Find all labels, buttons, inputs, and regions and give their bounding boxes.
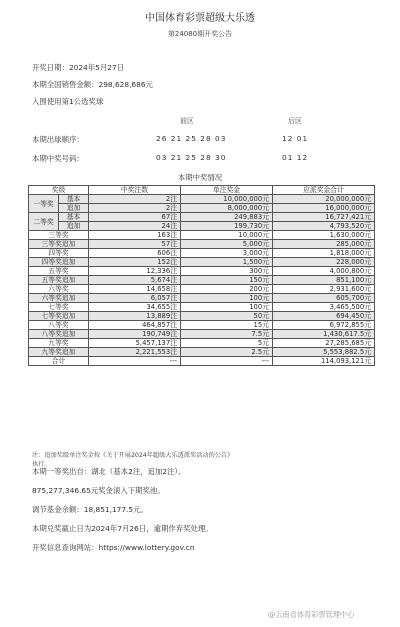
adjust-fund: 调节基金余额：18,851,177.5元。 — [32, 505, 148, 514]
table-row — [29, 294, 375, 303]
cell-prize: 100元 — [181, 294, 273, 303]
cell-level: 九等奖追加 — [29, 348, 89, 357]
table-header-row — [29, 186, 375, 195]
table-row — [29, 330, 375, 339]
sorted-label: 本期中奖号码： — [32, 154, 84, 163]
order-label: 本期出球顺序： — [32, 135, 84, 144]
page-subtitle: 第24080期开奖公告 — [167, 30, 233, 38]
sales-amount: 本期全国销售金额：298,628,686元 — [32, 80, 153, 89]
cell-prize: 3,000元 — [181, 249, 273, 258]
cell-prize: 10,000,000元 — [181, 195, 273, 204]
table-row — [29, 231, 375, 240]
sorted-back-numbers: 01 12 — [282, 153, 309, 162]
cell-prize: 200元 — [181, 285, 273, 294]
cell-level: 三等奖追加 — [29, 240, 89, 249]
cell-sublevel: 基本 — [59, 213, 89, 222]
header-count: 中奖注数 — [89, 186, 181, 195]
table-row — [29, 267, 375, 276]
cell-level: 八等奖 — [29, 321, 89, 330]
cell-level: 八等奖追加 — [29, 330, 89, 339]
cell-prize: 8,000,000元 — [181, 204, 273, 213]
winners-region: 本期一等奖出自：湖北（基本2注，追加2注）。 — [32, 467, 186, 476]
cell-prize: 50元 — [181, 312, 273, 321]
cell-level: 一等奖 — [29, 195, 59, 213]
cell-total: 1,630,000元 — [273, 231, 375, 240]
cell-prize: 5元 — [181, 339, 273, 348]
order-front-numbers: 26 21 25 28 03 — [156, 134, 227, 143]
cell-count: 5,457,137注 — [89, 339, 181, 348]
cell-count: 24注 — [89, 222, 181, 231]
cell-total: 285,000元 — [273, 240, 375, 249]
cell-total: 5,553,882.5元 — [273, 348, 375, 357]
page-title: 中国体育彩票超级大乐透 — [145, 13, 255, 24]
table-row — [29, 348, 375, 357]
cell-sublevel: 追加 — [59, 204, 89, 213]
order-back-numbers: 12 01 — [282, 134, 309, 143]
table-row — [29, 195, 375, 204]
table-row — [29, 321, 375, 330]
note-line-2: 执行。 — [32, 461, 51, 468]
claim-deadline: 本期兑奖截止日为2024年7月26日，逾期作弃奖处理。 — [32, 524, 213, 533]
header-prize: 单注奖金 — [181, 186, 273, 195]
cell-prize: 150元 — [181, 276, 273, 285]
table-row — [29, 258, 375, 267]
prize-section-title: 本期中奖情况 — [177, 173, 223, 182]
cell-count: --- — [89, 357, 181, 366]
cell-level: 九等奖 — [29, 339, 89, 348]
cell-total: 3,465,500元 — [273, 303, 375, 312]
cell-total: 16,000,000元 — [273, 204, 375, 213]
cell-count: 152注 — [89, 258, 181, 267]
cell-prize: 300元 — [181, 267, 273, 276]
table-row — [29, 213, 375, 222]
table-row — [29, 222, 375, 231]
website-info: 开奖信息查询网站：https://www.lottery.gov.cn — [32, 543, 195, 552]
cell-total: 694,450元 — [273, 312, 375, 321]
cell-count: 464,857注 — [89, 321, 181, 330]
cell-count: 14,658注 — [89, 285, 181, 294]
cell-count: 57注 — [89, 240, 181, 249]
front-zone-label: 前区 — [180, 117, 194, 125]
sorted-front-numbers: 03 21 25 28 30 — [156, 153, 227, 162]
cell-level: 七等奖 — [29, 303, 89, 312]
cell-prize: 5,000元 — [181, 240, 273, 249]
cell-level: 二等奖 — [29, 213, 59, 231]
table-row — [29, 240, 375, 249]
cell-count: 2注 — [89, 195, 181, 204]
cell-level: 合计 — [29, 357, 89, 366]
cell-sublevel: 基本 — [59, 195, 89, 204]
cell-total: 851,100元 — [273, 276, 375, 285]
cell-total: 20,000,000元 — [273, 195, 375, 204]
table-row — [29, 276, 375, 285]
cell-total: 1,430,617.5元 — [273, 330, 375, 339]
cell-count: 6,057注 — [89, 294, 181, 303]
cell-count: 34,655注 — [89, 303, 181, 312]
cell-total: 2,931,600元 — [273, 285, 375, 294]
cell-count: 163注 — [89, 231, 181, 240]
header-level: 奖级 — [29, 186, 89, 195]
cell-count: 606注 — [89, 249, 181, 258]
cell-prize: 15元 — [181, 321, 273, 330]
header-total: 应派奖金合计 — [273, 186, 375, 195]
cell-prize: 7.5元 — [181, 330, 273, 339]
table-row — [29, 285, 375, 294]
cell-prize: 100元 — [181, 303, 273, 312]
cell-total: 4,793,520元 — [273, 222, 375, 231]
cell-total: 228,000元 — [273, 258, 375, 267]
draw-date: 开奖日期：2024年5月27日 — [32, 63, 125, 72]
cell-total: 27,285,685元 — [273, 339, 375, 348]
cell-level: 四等奖 — [29, 249, 89, 258]
cell-level: 七等奖追加 — [29, 312, 89, 321]
cell-count: 190,749注 — [89, 330, 181, 339]
cell-count: 2,221,553注 — [89, 348, 181, 357]
cell-prize: 10,000元 — [181, 231, 273, 240]
table-row — [29, 357, 375, 366]
cell-prize: 199,730元 — [181, 222, 273, 231]
cell-total: 1,818,000元 — [273, 249, 375, 258]
cell-level: 五等奖追加 — [29, 276, 89, 285]
cell-count: 67注 — [89, 213, 181, 222]
cell-level: 六等奖 — [29, 285, 89, 294]
cell-count: 2注 — [89, 204, 181, 213]
cell-count: 13,889注 — [89, 312, 181, 321]
cell-total: 16,727,421元 — [273, 213, 375, 222]
cell-count: 5,674注 — [89, 276, 181, 285]
table-row — [29, 312, 375, 321]
cell-prize: 1,500元 — [181, 258, 273, 267]
pool-note: 入围使用第1公选奖球 — [32, 97, 104, 106]
cell-level: 四等奖追加 — [29, 258, 89, 267]
note-line-1: 注：追加奖级单注奖金按《关于开展2024年超级大乐透派奖活动的公告》 — [32, 452, 234, 459]
table-row — [29, 249, 375, 258]
cell-level: 三等奖 — [29, 231, 89, 240]
table-row — [29, 303, 375, 312]
prize-table — [28, 185, 375, 366]
watermark: @云南省体育彩票管理中心 — [268, 610, 355, 619]
prize-table-body — [29, 195, 375, 366]
rollover-amount: 875,277,346.65元奖金滚入下期奖池。 — [32, 486, 165, 495]
cell-total: 605,700元 — [273, 294, 375, 303]
cell-total: 4,000,800元 — [273, 267, 375, 276]
cell-count: 12,336注 — [89, 267, 181, 276]
cell-total: 114,093,121元 — [273, 357, 375, 366]
cell-prize: --- — [181, 357, 273, 366]
cell-prize: 2.5元 — [181, 348, 273, 357]
table-row — [29, 204, 375, 213]
table-row — [29, 339, 375, 348]
cell-prize: 249,883元 — [181, 213, 273, 222]
cell-level: 五等奖 — [29, 267, 89, 276]
cell-sublevel: 追加 — [59, 222, 89, 231]
cell-total: 6,972,855元 — [273, 321, 375, 330]
back-zone-label: 后区 — [288, 117, 302, 125]
cell-level: 六等奖追加 — [29, 294, 89, 303]
